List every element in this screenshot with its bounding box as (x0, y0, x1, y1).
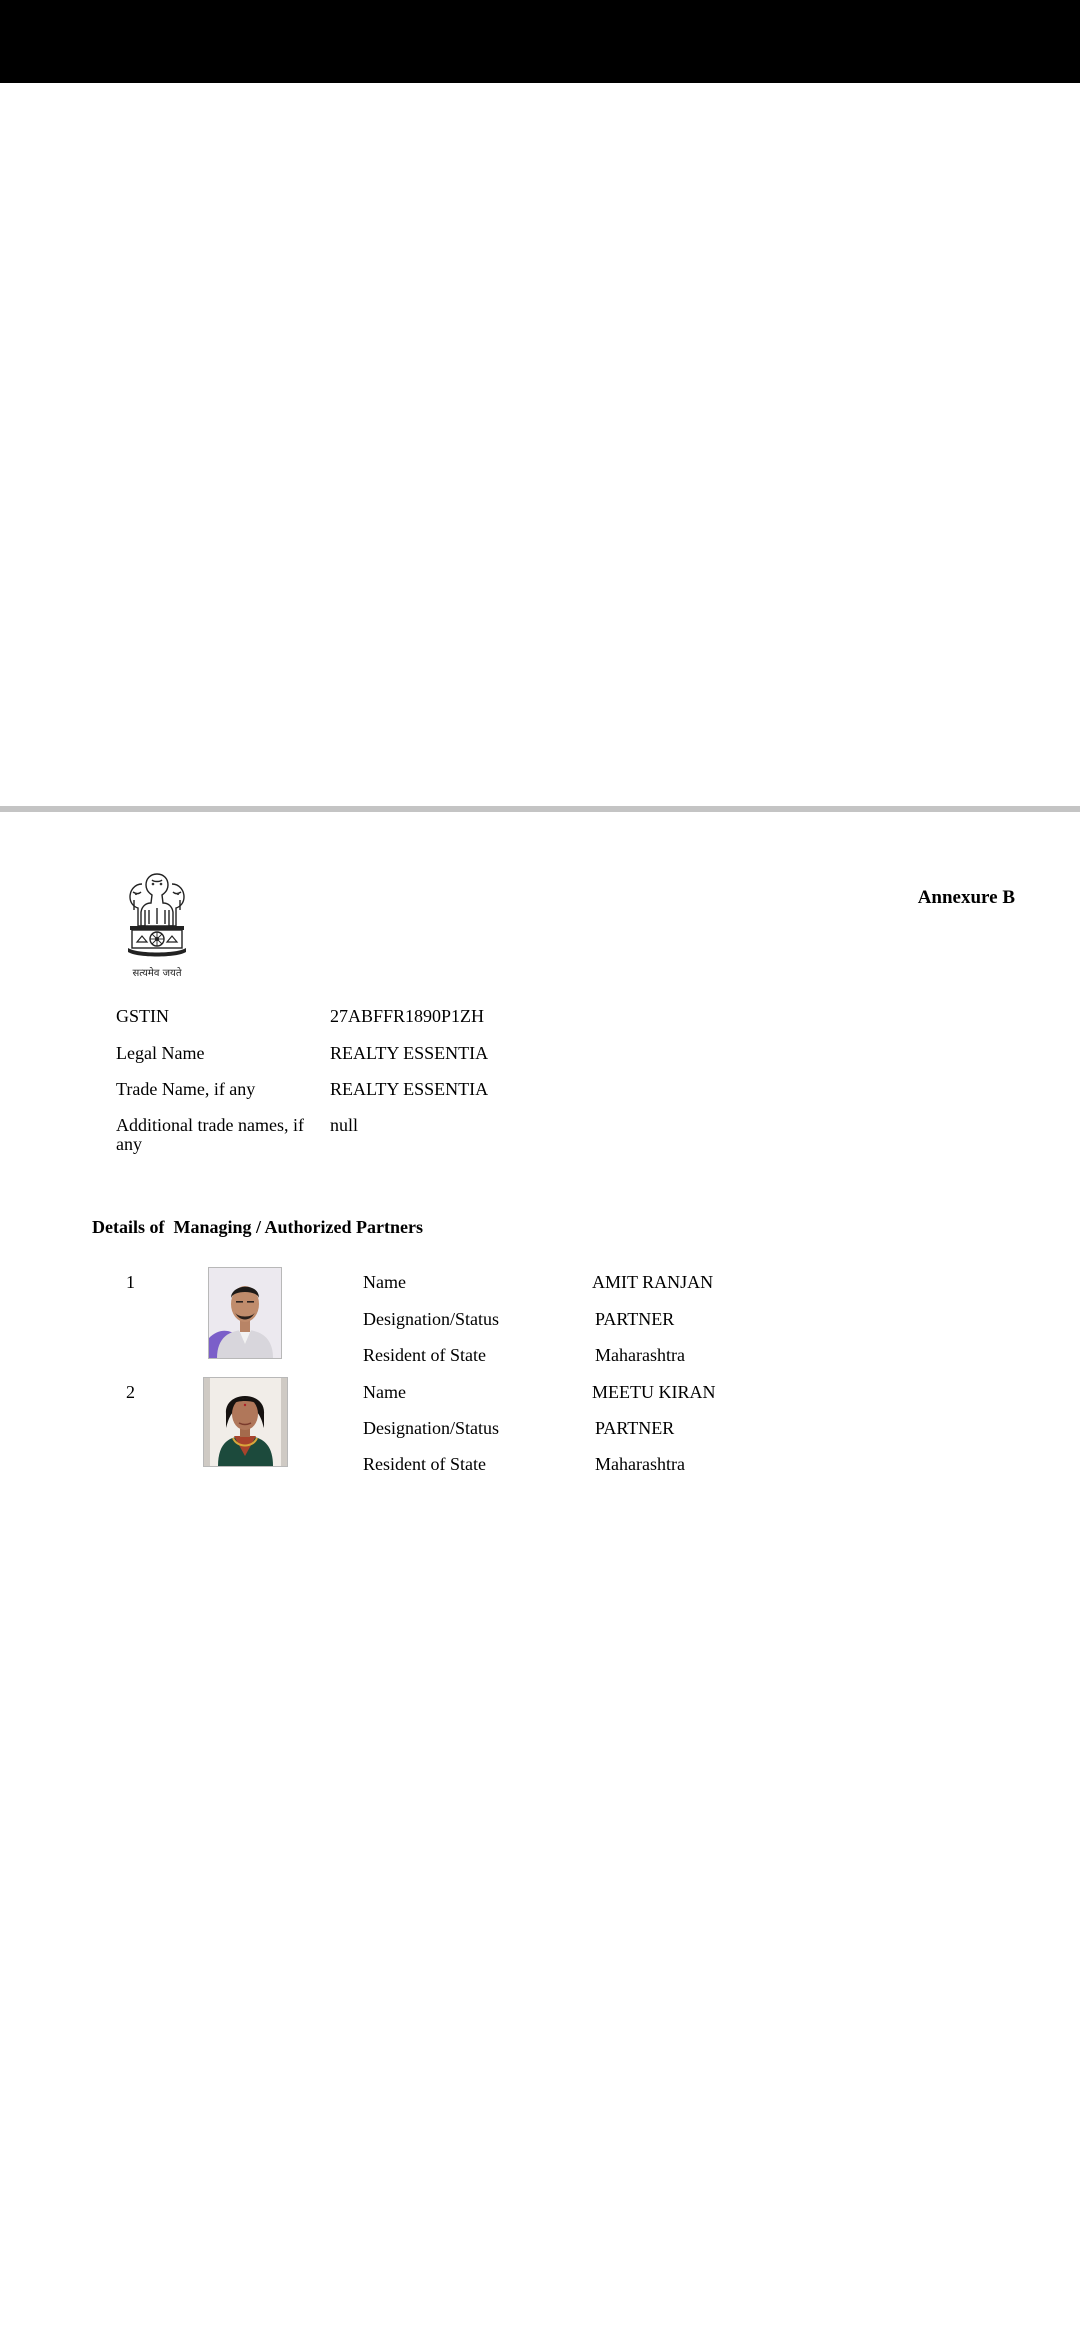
status-bar (0, 0, 1080, 83)
trade-name-value: REALTY ESSENTIA (330, 1079, 489, 1099)
previous-page-blank (0, 83, 1080, 808)
partner-designation-value: PARTNER (595, 1309, 675, 1329)
partner-state-value: Maharashtra (595, 1454, 685, 1474)
national-emblem-icon (122, 870, 192, 982)
partner-designation-label: Designation/Status (363, 1309, 499, 1329)
legal-name-label: Legal Name (116, 1043, 205, 1063)
additional-trade-names-label: Additional trade names, if any (116, 1115, 304, 1154)
gstin-label: GSTIN (116, 1006, 169, 1026)
partner-name-label: Name (363, 1382, 406, 1402)
annexure-label: Annexure B (917, 887, 1015, 908)
partner-state-value: Maharashtra (595, 1345, 685, 1365)
additional-trade-names-value: null (330, 1115, 359, 1135)
partner-photo (203, 1377, 288, 1467)
legal-name-value: REALTY ESSENTIA (330, 1043, 489, 1063)
partner-index: 1 (126, 1272, 135, 1292)
partner-designation-label: Designation/Status (363, 1418, 499, 1438)
partner-state-label: Resident of State (363, 1345, 486, 1365)
partner-name-label: Name (363, 1272, 406, 1292)
partner-name-value: AMIT RANJAN (592, 1272, 714, 1292)
partner-index: 2 (126, 1382, 135, 1402)
emblem-motto: सत्यमेव जयते (132, 968, 182, 979)
partner-photo (208, 1267, 282, 1359)
partners-section-title: Details of Managing / Authorized Partners (92, 1217, 423, 1237)
partner-state-label: Resident of State (363, 1454, 486, 1474)
partner-designation-value: PARTNER (595, 1418, 675, 1438)
gstin-value: 27ABFFR1890P1ZH (330, 1006, 485, 1026)
trade-name-label: Trade Name, if any (116, 1079, 256, 1099)
partner-name-value: MEETU KIRAN (592, 1382, 716, 1402)
annexure-page (0, 812, 1080, 2340)
